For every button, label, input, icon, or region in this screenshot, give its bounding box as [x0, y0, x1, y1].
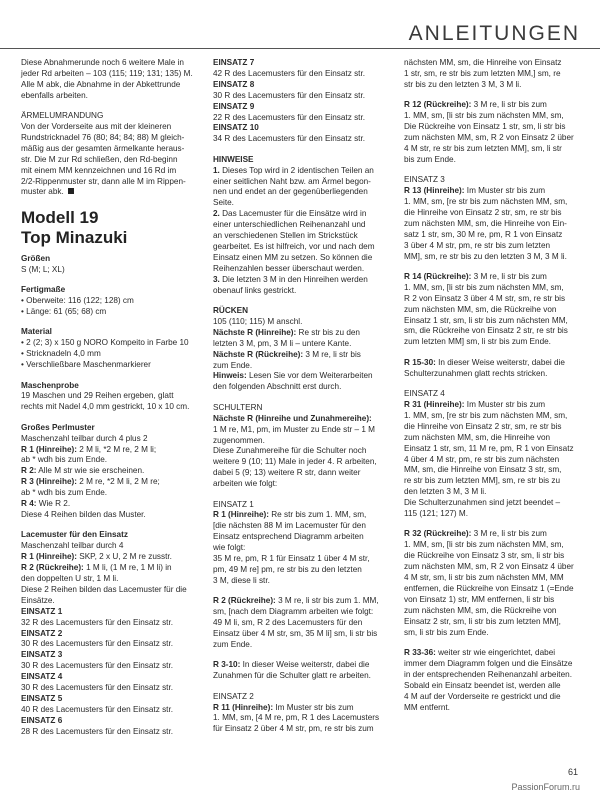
back-block: RÜCKEN 105 (110; 115) M anschl. Nächste R (Hinreihe): Re str bis zu den letzten 3 M, pm, 3 M li – untere Kante. Nächste R (Rückreihe): 3 M re, li str bis zum Ende. Hinweis: Lesen Sie vor dem Weiterarbeiten den folgenden Abschnitt erst durch.	[213, 306, 373, 392]
einsatz2-block: EINSATZ 2 R 11 (Hinreihe): Im Muster str bis zum 1. MM, sm, [4 M re, pm, R 1 des Lacemusters für Einsatz 2 über 4 M str, pm, re str bis zum	[213, 691, 380, 734]
model-title: Modell 19 Top Minazuki	[21, 207, 128, 247]
einsatz-list: EINSATZ 7 42 R des Lacemusters für den Einsatz str. EINSATZ 8 30 R des Lacemusters für den Einsatz str. EINSATZ 9 22 R des Lacemusters für den Einsatz str. EINSATZ 10 34 R des Lacemusters für den Einsatz str.	[213, 58, 365, 144]
sizes-block: Größen S (M; L; XL)	[21, 253, 65, 274]
row14-block: R 14 (Rückreihe): 3 M re, li str bis zum 1. MM, sm, [li str bis zum nächsten MM, sm, R 2 von Einsatz 3 über 4 M str, sm, re str bis zum nächsten MM, sm, die Rückreihe von Einsatz 1 str, sm, li str bis zum nächsten MM, sm, die Rückreihe von Einsatz 2 str, re str bis zum letzten MM] sm, li str bis zum Ende.	[404, 271, 568, 347]
einsatz-item: EINSATZ 1 32 R des Lacemusters für den Einsatz str.	[21, 606, 173, 627]
row32-block: R 32 (Rückreihe): 3 M re, li str bis zum 1. MM, sm, [li str bis zum nächsten MM, sm, die Rückreihe von Einsatz 3 str, sm, li str bis zum nächsten MM, sm, R 2 von Einsatz 4 über 4 M str, sm, li str bis zum nächsten MM, MM entfernen, die Rückreihe von Einsatz 1 (=Ende von Einsatz 1) str, MM entfernen, li str bis zum nächsten MM, sm, die Rückreihe von Einsatz 2 str, sm, li str bis zum letzten MM], sm, li str bis zum Ende.	[404, 529, 574, 637]
page-number: 61	[567, 767, 578, 777]
intro-paragraph: Diese Abnahmerunde noch 6 weitere Male in jeder Rd arbeiten – 103 (115; 119; 131; 135) M. Alle M abk, die Abnahme in der Abkettrunde ebenfalls arbeiten.	[21, 58, 193, 100]
hints-block: HINWEISE 1. Dieses Top wird in 2 identischen Teilen an einer seitlichen Naht bzw. am Ärmel begon- nen und endet an der gegenüberliegenden Seite. 2. Das Lacemuster für die Einsätze wird in einer unterschiedlichen Reihenanzahl und an verschiedenen Stellen im Strickstück gearbeitet. Es ist hilfreich, vor und nach dem Einsatz einen MM zu setzen. So können die Reihenzahlen besser überschaut werden. 3. Die letzten 3 M in den Hinreihen werden obenauf links gestrickt.	[213, 154, 375, 295]
shoulders-block: SCHULTERN Nächste R (Hinreihe und Zunahmereihe): 1 M re, M1, pm, im Muster zu Ende str – 1 M zugenommen. Diese Zunahmereihe für die Schulter noch weitere 9 (10; 11) Male in jeder 4. R arbeiten, dabei 5 (9; 13) weitere R str, dann weiter arbeiten wie folgt:	[213, 402, 377, 489]
watermark-site: PassionForum.ru	[511, 782, 580, 792]
einsatz3-block: EINSATZ 3 R 13 (Hinreihe): Im Muster str bis zum 1. MM, sm, [re str bis zum nächsten MM, sm, die Hinreihe von Einsatz 2 str, sm, re str bis zum nächsten MM, sm, die Hinreihe von Ein- satz 1 str, sm, 30 M re, pm, R 1 von Einsatz 3 über 4 M str, pm, re str bis zum letzten MM], sm, re str bis zu den letzten 3 M, 3 M li.	[404, 175, 568, 261]
continued-text: nächsten MM, sm, die Hinreihe von Einsatz 1 str, sm, re str bis zum letzten MM,] sm, re str bis zu den letzten 3 M, 3 M li.	[404, 58, 562, 89]
material-block: Material • 2 (2; 3) x 150 g NORO Kompeito in Farbe 10 • Stricknadeln 4,0 mm • Verschließbare Maschenmarkierer	[21, 327, 189, 370]
page-header	[0, 22, 600, 54]
rows33-36-block: R 33-36: weiter str wie eingerichtet, dabei immer dem Diagramm folgen und die Einsätze in der entsprechenden Reihenanzahl arbeiten. Sobald ein Einsatz beendet ist, werden alle 4 M auf der Vorderseite re gestrickt und die MM entfernt.	[404, 648, 573, 712]
einsatz1-block: EINSATZ 1 R 1 (Hinreihe): Re str bis zum 1. MM, sm, [die nächsten 88 M im Lacemuster für den Einsatz entsprechend Diagramm arbeiten wie folgt: 35 M re, pm, R 1 für Einsatz 1 über 4 M str, pm, 49 M re] pm, re str bis zu den letzten 3 M, diese li str.	[213, 499, 370, 585]
end-mark-icon	[68, 188, 74, 194]
einsatz-item: EINSATZ 5 40 R des Lacemusters für den Einsatz str.	[21, 694, 173, 714]
perl-pattern-block: Großes Perlmuster Maschenzahl teilbar durch 4 plus 2 R 1 (Hinreihe): 2 M li, *2 M re, 2 M li; ab * wdh bis zum Ende. R 2: Alle M str wie sie erscheinen. R 3 (Hinreihe): 2 M re, *2 M li, 2 M re; ab * wdh bis zum Ende. R 4: Wie R 2. Diese 4 Reihen bilden das Muster.	[21, 422, 160, 519]
einsatz-item: EINSATZ 6 28 R des Lacemusters für den Einsatz str.	[21, 715, 173, 736]
column-right	[404, 58, 586, 713]
measures-block: Fertigmaße • Oberweite: 116 (122; 128) cm • Länge: 61 (65; 68) cm	[21, 285, 134, 316]
header-rule	[0, 48, 600, 49]
section-title: ANLEITUNGEN	[408, 22, 580, 45]
einsatz4-block: EINSATZ 4 R 31 (Hinreihe): Im Muster str bis zum 1. MM, sm, [re str bis zum nächsten MM, sm, die Hinreihe von Einsatz 2 str, sm, re str bis zum nächsten MM, sm, die Hinreihe von Einsatz 1 str, sm, 11 M re, pm, R 1 von Einsatz 4 über 4 M str, pm, re str bis zum nächsten MM, sm, die Hinreihe von Einsatz 3 str, sm, re str bis zum letzten MM], sm, re str bis zu den letzten 3 M, 3 M li. Die Schulterzunahmen sind jetzt beendet – 115 (121; 127) M.	[404, 389, 574, 519]
column-left	[21, 58, 204, 738]
einsatz-item: EINSATZ 3 30 R des Lacemusters für den Einsatz str.	[21, 650, 173, 671]
einsatz-item: EINSATZ 4 30 R des Lacemusters für den Einsatz str.	[21, 672, 173, 693]
lace-pattern-block: Lacemuster für den Einsatz Maschenzahl teilbar durch 4 R 1 (Hinreihe): SKP, 2 x U, 2 M re zusstr. R 2 (Rückreihe): 1 M li, (1 M re, 1 M li) in den doppelten U str, 1 M li. Diese 2 Reihen bilden das Lacemuster für die Einsätze.	[21, 530, 187, 605]
einsatz-item: EINSATZ 2 30 R des Lacemusters für den Einsatz str.	[21, 628, 173, 649]
einsatz1-row2: R 2 (Rückreihe): 3 M re, li str bis zum 1. MM, sm, [nach dem Diagramm arbeiten wie folgt: 49 M li, sm, R 2 des Lacemusters für den Einsatz über 4 M str, sm, 35 M li] sm, li str bis zum Ende.	[213, 596, 379, 649]
einsatz-list	[21, 607, 204, 738]
armhole-paragraph: ÄRMELUMRANDUNG Von der Vorderseite aus mit der kleineren Rundstricknadel 76 (80; 84; 84; 88) M gleich- mäßig aus der gesamten ärmelkante heraus- str. Die M zur Rd schließen, den Rd-beginn mit einem MM kennzeichnen und 16 Rd im 2/2-Rippenmuster str, dann alle M im Rippen- muster abk.	[21, 111, 186, 197]
row12-block: R 12 (Rückreihe): 3 M re, li str bis zum 1. MM, sm, [li str bis zum nächsten MM, sm, Die Rückreihe von Einsatz 1 str, sm, li str bis zum nächsten MM, sm, R 2 von Einsatz 2 über 4 M str, re str bis zum letzten MM], sm, li str bis zum Ende.	[404, 100, 574, 164]
einsatz1-rows3-10: R 3-10: In dieser Weise weiterstr, dabei die Zunahmen für die Schulter glatt re arbeiten.	[213, 660, 371, 681]
gauge-block: Maschenprobe 19 Maschen und 29 Reihen ergeben, glatt rechts mit Nadel 4,0 mm gestrickt, 10 x 10 cm.	[21, 380, 190, 412]
rows15-30-block: R 15-30: In dieser Weise weiterstr, dabei die Schulterzunahmen glatt rechts stricken.	[404, 357, 565, 378]
column-middle	[213, 58, 395, 735]
